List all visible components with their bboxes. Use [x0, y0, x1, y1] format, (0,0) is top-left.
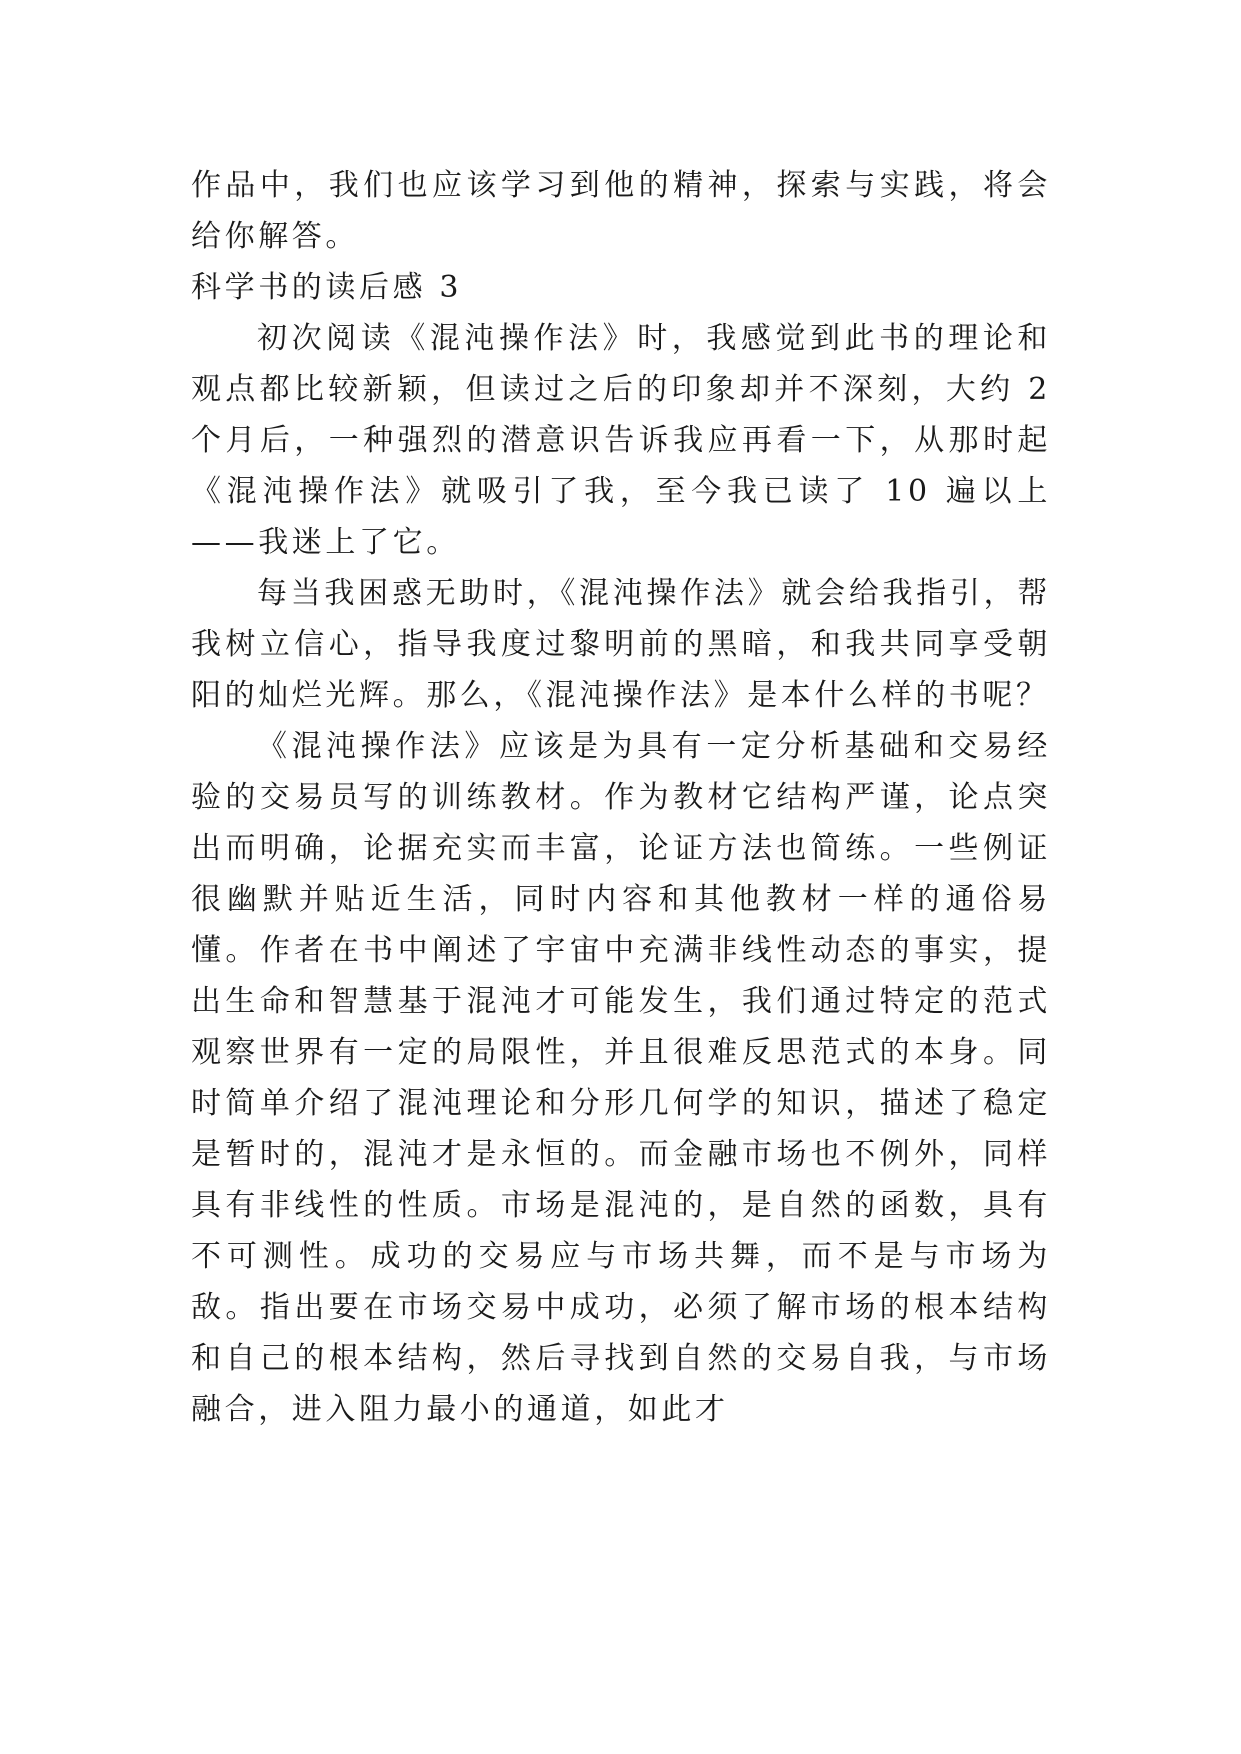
paragraph-3: 《混沌操作法》应该是为具有一定分析基础和交易经验的交易员写的训练教材。作为教材它结构严谨，论点突出而明确，论据充实而丰富，论证方法也简练。一些例证很幽默并贴近生活，同时内容和其他教材一样的通俗易懂。作者在书中阐述了宇宙中充满非线性动态的事实，提出生命和智慧基于混沌才可能发生，我们通过特定的范式观察世界有一定的局限性，并且很难反思范式的本身。同时简单介绍了混沌理论和分形几何学的知识，描述了稳定是暂时的，混沌才是永恒的。而金融市场也不例外，同样具有非线性的性质。市场是混沌的，是自然的函数，具有不可测性。成功的交易应与市场共舞，而不是与市场为敌。指出要在市场交易中成功，必须了解市场的根本结构和自己的根本结构，然后寻找到自然的交易自我，与市场融合，进入阻力最小的通道，如此才: [191, 729, 1051, 1427]
paragraph-1: 初次阅读《混沌操作法》时，我感觉到此书的理论和观点都比较新颖，但读过之后的印象却并不深刻，大约 2 个月后，一种强烈的潜意识告诉我应再看一下，从那时起《混沌操作法》就吸引了我，至今我已读了 10 遍以上——我迷上了它。: [191, 321, 1051, 560]
document-page: [191, 160, 1051, 1435]
paragraph-2: 每当我困惑无助时，《混沌操作法》就会给我指引，帮我树立信心，指导我度过黎明前的黑暗，和我共同享受朝阳的灿烂光辉。那么，《混沌操作法》是本什么样的书呢？: [191, 576, 1051, 713]
paragraph-continued: 作品中，我们也应该学习到他的精神，探索与实践，将会给你解答。: [191, 168, 1051, 254]
section-heading: 科学书的读后感 3: [191, 270, 463, 305]
